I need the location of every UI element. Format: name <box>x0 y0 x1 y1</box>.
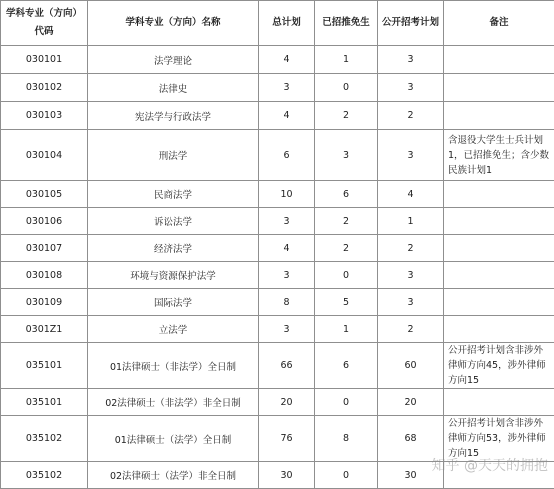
header-recommended: 已招推免生 <box>315 1 378 46</box>
cell-code: 030107 <box>1 235 88 262</box>
cell-total: 3 <box>259 262 315 289</box>
cell-remark <box>444 462 554 489</box>
cell-name: 立法学 <box>88 316 259 343</box>
cell-recommended: 2 <box>315 102 378 130</box>
cell-total: 3 <box>259 316 315 343</box>
cell-remark <box>444 316 554 343</box>
cell-name: 法律史 <box>88 74 259 102</box>
cell-code: 035102 <box>1 462 88 489</box>
cell-total: 76 <box>259 416 315 462</box>
cell-total: 3 <box>259 74 315 102</box>
cell-code: 030102 <box>1 74 88 102</box>
cell-public: 30 <box>378 462 444 489</box>
table-row <box>1 74 554 102</box>
cell-public: 68 <box>378 416 444 462</box>
cell-name: 刑法学 <box>88 130 259 181</box>
header-code: 学科专业（方向）代码 <box>1 1 88 46</box>
table-row <box>1 462 554 489</box>
header-total: 总计划 <box>259 1 315 46</box>
cell-public: 1 <box>378 208 444 235</box>
cell-total: 66 <box>259 343 315 389</box>
cell-recommended: 0 <box>315 74 378 102</box>
table-row <box>1 130 554 181</box>
header-row <box>1 1 554 46</box>
cell-public: 3 <box>378 46 444 74</box>
cell-public: 3 <box>378 289 444 316</box>
cell-total: 4 <box>259 102 315 130</box>
table-row <box>1 262 554 289</box>
cell-code: 035102 <box>1 416 88 462</box>
table-row <box>1 416 554 462</box>
cell-total: 8 <box>259 289 315 316</box>
cell-total: 30 <box>259 462 315 489</box>
cell-total: 3 <box>259 208 315 235</box>
cell-name: 02法律硕士（非法学）非全日制 <box>88 389 259 416</box>
cell-recommended: 0 <box>315 262 378 289</box>
cell-name: 经济法学 <box>88 235 259 262</box>
cell-remark <box>444 235 554 262</box>
cell-remark <box>444 74 554 102</box>
table-row <box>1 343 554 389</box>
cell-remark <box>444 208 554 235</box>
cell-code: 030105 <box>1 181 88 208</box>
cell-remark <box>444 181 554 208</box>
cell-recommended: 3 <box>315 130 378 181</box>
cell-name: 诉讼法学 <box>88 208 259 235</box>
cell-total: 4 <box>259 46 315 74</box>
cell-public: 3 <box>378 130 444 181</box>
cell-total: 10 <box>259 181 315 208</box>
cell-name: 01法律硕士（法学）全日制 <box>88 416 259 462</box>
cell-remark <box>444 102 554 130</box>
table-row <box>1 389 554 416</box>
cell-name: 环境与资源保护法学 <box>88 262 259 289</box>
cell-public: 2 <box>378 316 444 343</box>
table-row <box>1 316 554 343</box>
cell-total: 20 <box>259 389 315 416</box>
cell-code: 030109 <box>1 289 88 316</box>
cell-public: 2 <box>378 235 444 262</box>
cell-recommended: 1 <box>315 46 378 74</box>
cell-recommended: 0 <box>315 462 378 489</box>
cell-code: 035101 <box>1 389 88 416</box>
cell-recommended: 1 <box>315 316 378 343</box>
cell-code: 035101 <box>1 343 88 389</box>
table-row <box>1 102 554 130</box>
cell-name: 02法律硕士（法学）非全日制 <box>88 462 259 489</box>
cell-recommended: 8 <box>315 416 378 462</box>
cell-recommended: 5 <box>315 289 378 316</box>
cell-code: 030101 <box>1 46 88 74</box>
cell-name: 国际法学 <box>88 289 259 316</box>
cell-remark: 公开招考计划含非涉外律师方向45，涉外律师方向15 <box>444 343 554 389</box>
table-row <box>1 208 554 235</box>
cell-public: 2 <box>378 102 444 130</box>
cell-code: 030103 <box>1 102 88 130</box>
cell-public: 3 <box>378 74 444 102</box>
header-remark: 备注 <box>444 1 554 46</box>
cell-remark <box>444 262 554 289</box>
cell-code: 0301Z1 <box>1 316 88 343</box>
watermark: 知乎 @天天的拥抱 <box>432 455 548 475</box>
cell-remark <box>444 289 554 316</box>
cell-public: 60 <box>378 343 444 389</box>
table-row <box>1 235 554 262</box>
header-public: 公开招考计划 <box>378 1 444 46</box>
cell-name: 01法律硕士（非法学）全日制 <box>88 343 259 389</box>
cell-code: 030106 <box>1 208 88 235</box>
header-name: 学科专业（方向）名称 <box>88 1 259 46</box>
cell-public: 4 <box>378 181 444 208</box>
cell-public: 20 <box>378 389 444 416</box>
cell-public: 3 <box>378 262 444 289</box>
cell-code: 030108 <box>1 262 88 289</box>
cell-remark <box>444 389 554 416</box>
cell-recommended: 6 <box>315 343 378 389</box>
cell-remark: 公开招考计划含非涉外律师方向53，涉外律师方向15 <box>444 416 554 462</box>
cell-name: 法学理论 <box>88 46 259 74</box>
table-row <box>1 181 554 208</box>
cell-name: 民商法学 <box>88 181 259 208</box>
cell-recommended: 2 <box>315 208 378 235</box>
cell-recommended: 2 <box>315 235 378 262</box>
cell-remark <box>444 46 554 74</box>
cell-name: 宪法学与行政法学 <box>88 102 259 130</box>
cell-recommended: 6 <box>315 181 378 208</box>
cell-remark: 含退役大学生士兵计划1，已招推免生；含少数民族计划1 <box>444 130 554 181</box>
cell-total: 6 <box>259 130 315 181</box>
cell-recommended: 0 <box>315 389 378 416</box>
cell-code: 030104 <box>1 130 88 181</box>
cell-total: 4 <box>259 235 315 262</box>
table-row <box>1 46 554 74</box>
table-row <box>1 289 554 316</box>
